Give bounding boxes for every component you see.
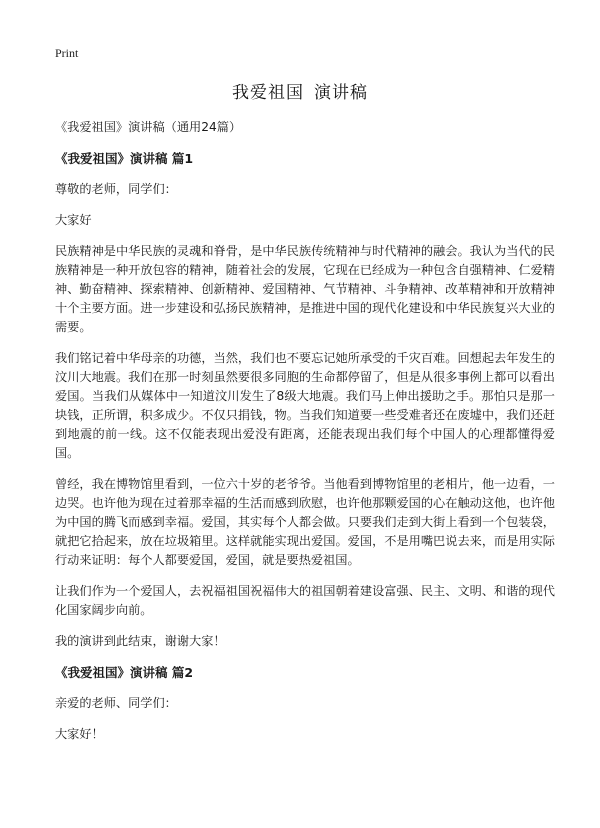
paragraph: 民族精神是中华民族的灵魂和脊骨，是中华民族传统精神与时代精神的融会。我认为当代的民族精神是一种开放包容的精神，随着社会的发展，它现在已经成为一种包含自强精神、仁爱精神、勤奋精神、探索精神、创新精神、爱国精神、气节精神、斗争精神、改革精神和开放精神十个主要方面。进一步建设和弘扬民族精神，是推进中国的现代化建设和中华民族复兴大业的需要。	[55, 244, 555, 334]
title-part-1: 我爱祖国	[232, 83, 304, 103]
document-subtitle: 《我爱祖国》演讲稿（通用24篇）	[55, 120, 242, 134]
print-link[interactable]: Print	[55, 46, 79, 60]
paragraph: 让我们作为一个爱国人，去祝福祖国祝福伟大的祖国朝着建设富强、民主、文明、和谐的现代化国家阔步向前。	[55, 584, 555, 617]
section-heading: 《我爱祖国》演讲稿 篇1	[55, 151, 194, 166]
hello-line: 大家好	[55, 213, 92, 227]
page-title	[0, 78, 600, 103]
title-part-2: 演讲稿	[314, 83, 368, 103]
hello-line: 大家好！	[55, 727, 104, 741]
greeting: 亲爱的老师、同学们：	[55, 696, 177, 710]
greeting: 尊敬的老师，同学们：	[55, 182, 177, 196]
paragraph: 曾经，我在博物馆里看到，一位六十岁的老爷爷。当他看到博物馆里的老相片，他一边看，一边哭。也许他为现在过着那幸福的生活而感到欣慰，也许他那颗爱国的心在触动这他，也许他为中国的腾飞而感到幸福。爱国，其实每个人都会做。只要我们走到大街上看到一个包装袋，就把它拾起来，放在垃圾箱里。这样就能实现出爱国。爱国，不是用嘴巴说去来，而是用实际行动来证明：每个人都要爱国，爱国，就是要热爱祖国。	[55, 477, 555, 567]
closing-line: 我的演讲到此结束，谢谢大家！	[55, 634, 226, 648]
document-body	[55, 118, 555, 756]
section-heading: 《我爱祖国》演讲稿 篇2	[55, 665, 194, 680]
paragraph: 我们铭记着中华母亲的功德，当然，我们也不要忘记她所承受的千灾百难。回想起去年发生的汶川大地震。我们在那一时刻虽然要很多同胞的生命都停留了，但是从很多事例上都可以看出爱国。当我们从媒体中一知道汶川发生了8级大地震。我们马上伸出援助之手。那怕只是那一块钱，正所谓，积多成少。不仅只捐钱，物。当我们知道要一些受难者还在废墟中，我们还赶到地震的前一线。这不仅能表现出爱没有距离，还能表现出我们每个中国人的心理都懂得爱国。	[55, 351, 555, 460]
